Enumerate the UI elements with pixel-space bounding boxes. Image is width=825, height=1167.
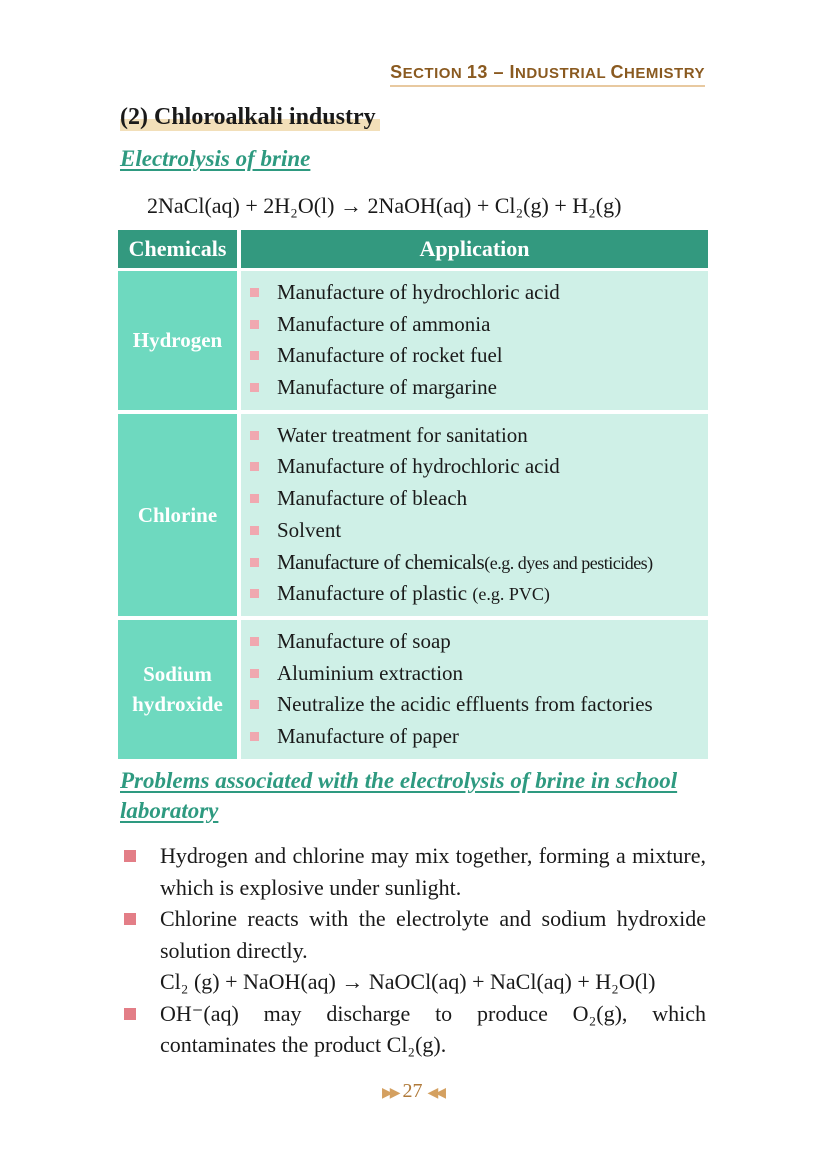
header-number: 13 – [466, 62, 510, 82]
chemical-line: Sodium [143, 662, 212, 687]
list-item [245, 420, 708, 452]
page-number-text: 27 [402, 1080, 423, 1102]
bullet-icon [250, 288, 259, 297]
list-item [245, 515, 708, 547]
bullet-icon [250, 431, 259, 440]
brine-equation: 2NaCl(aq) + 2H₂O(l) → 2NaOH(aq) + Cl₂(g) + H₂(g) [147, 193, 622, 218]
chemical-cell [118, 620, 241, 759]
subheading-electrolysis: Electrolysis of brine [120, 146, 311, 171]
list-item [245, 626, 708, 658]
bullet-icon [124, 1008, 136, 1020]
bullet-icon [250, 462, 259, 471]
list-item [245, 451, 708, 483]
list-item [120, 903, 706, 998]
section-heading: (2) Chloroalkali industry [120, 104, 380, 131]
double-arrow-right-icon: ▶▶ [381, 1086, 398, 1101]
list-item [245, 578, 708, 610]
table-row [118, 271, 708, 414]
column-header-chemicals: Chemicals [118, 230, 241, 271]
list-item [245, 658, 708, 690]
bullet-icon [250, 700, 259, 709]
header-letter: C [610, 62, 625, 82]
bullet-icon [250, 732, 259, 741]
bullet-icon [250, 558, 259, 567]
item-text: Manufacture of plastic [277, 581, 468, 606]
chemical-cell: Chlorine [118, 414, 241, 620]
list-item [120, 840, 706, 903]
list-item [245, 372, 708, 404]
applications-table [118, 230, 708, 759]
item-text: Manufacture of soap [277, 628, 451, 653]
bullet-icon [250, 320, 259, 329]
list-item [245, 721, 708, 753]
table-header-row [118, 230, 708, 271]
chemical-cell: Hydrogen [118, 271, 241, 414]
application-list [241, 620, 708, 759]
bullet-icon [250, 383, 259, 392]
header-text: HEMISTRY [624, 65, 705, 82]
column-header-application: Application [241, 230, 708, 271]
item-text: Solvent [277, 517, 342, 542]
item-text: Manufacture of ammonia [277, 311, 491, 336]
item-text: Manufacture of chemicals [277, 549, 485, 574]
table-row [118, 414, 708, 620]
item-text: Manufacture of hydrochloric acid [277, 280, 560, 304]
section-header [390, 62, 705, 87]
list-item [245, 309, 708, 341]
header-letter: I [509, 62, 515, 82]
item-text: Manufacture of margarine [277, 375, 498, 400]
list-item [245, 483, 708, 515]
item-text: Manufacture of paper [277, 723, 459, 748]
bullet-icon [250, 637, 259, 646]
header-letter: S [390, 62, 403, 82]
application-list [241, 414, 708, 620]
reaction-equation: Cl₂ (g) + NaOH(aq) → NaOCl(aq) + NaCl(aq) + H₂O(l) [160, 969, 656, 994]
problems-title: Problems associated with the electrolysis of brine in school laboratory [120, 768, 678, 823]
item-note: (e.g. dyes and pesticides) [484, 552, 653, 573]
header-text: NDUSTRIAL [514, 65, 606, 82]
bullet-icon [250, 669, 259, 678]
table-row [118, 620, 708, 759]
bullet-icon [250, 351, 259, 360]
list-item [120, 998, 706, 1061]
list-item [245, 277, 708, 309]
list-item [245, 340, 708, 372]
chemical-line: hydroxide [132, 692, 223, 717]
bullet-icon [124, 850, 136, 862]
double-arrow-left-icon: ◀◀ [427, 1086, 444, 1101]
bullet-icon [124, 913, 136, 925]
header-text: ECTION [402, 65, 463, 82]
list-item [245, 547, 708, 579]
item-text: Water treatment for sanitation [277, 422, 528, 447]
item-text: Hydrogen and chlorine may mix together, forming a mixture, which is explosive under sunlight. [160, 843, 706, 900]
item-note: (e.g. PVC) [472, 584, 550, 605]
item-text: Manufacture of hydrochloric acid [277, 454, 560, 479]
page-number [0, 1080, 825, 1103]
item-text: Manufacture of bleach [277, 486, 468, 511]
application-list [241, 271, 708, 414]
item-text: Chlorine reacts with the electrolyte and sodium hydroxide solution directly. [160, 906, 706, 963]
bullet-icon [250, 589, 259, 598]
problems-list [120, 840, 706, 1061]
item-text: OH⁻(aq) may discharge to produce O₂(g), which contaminates the product Cl₂(g). [160, 1000, 706, 1057]
bullet-icon [250, 494, 259, 503]
list-item [245, 689, 708, 721]
item-text: Neutralize the acidic effluents from factories [277, 692, 653, 717]
item-text: Manufacture of rocket fuel [277, 343, 503, 368]
bullet-icon [250, 526, 259, 535]
item-text: Aluminium extraction [277, 660, 464, 685]
